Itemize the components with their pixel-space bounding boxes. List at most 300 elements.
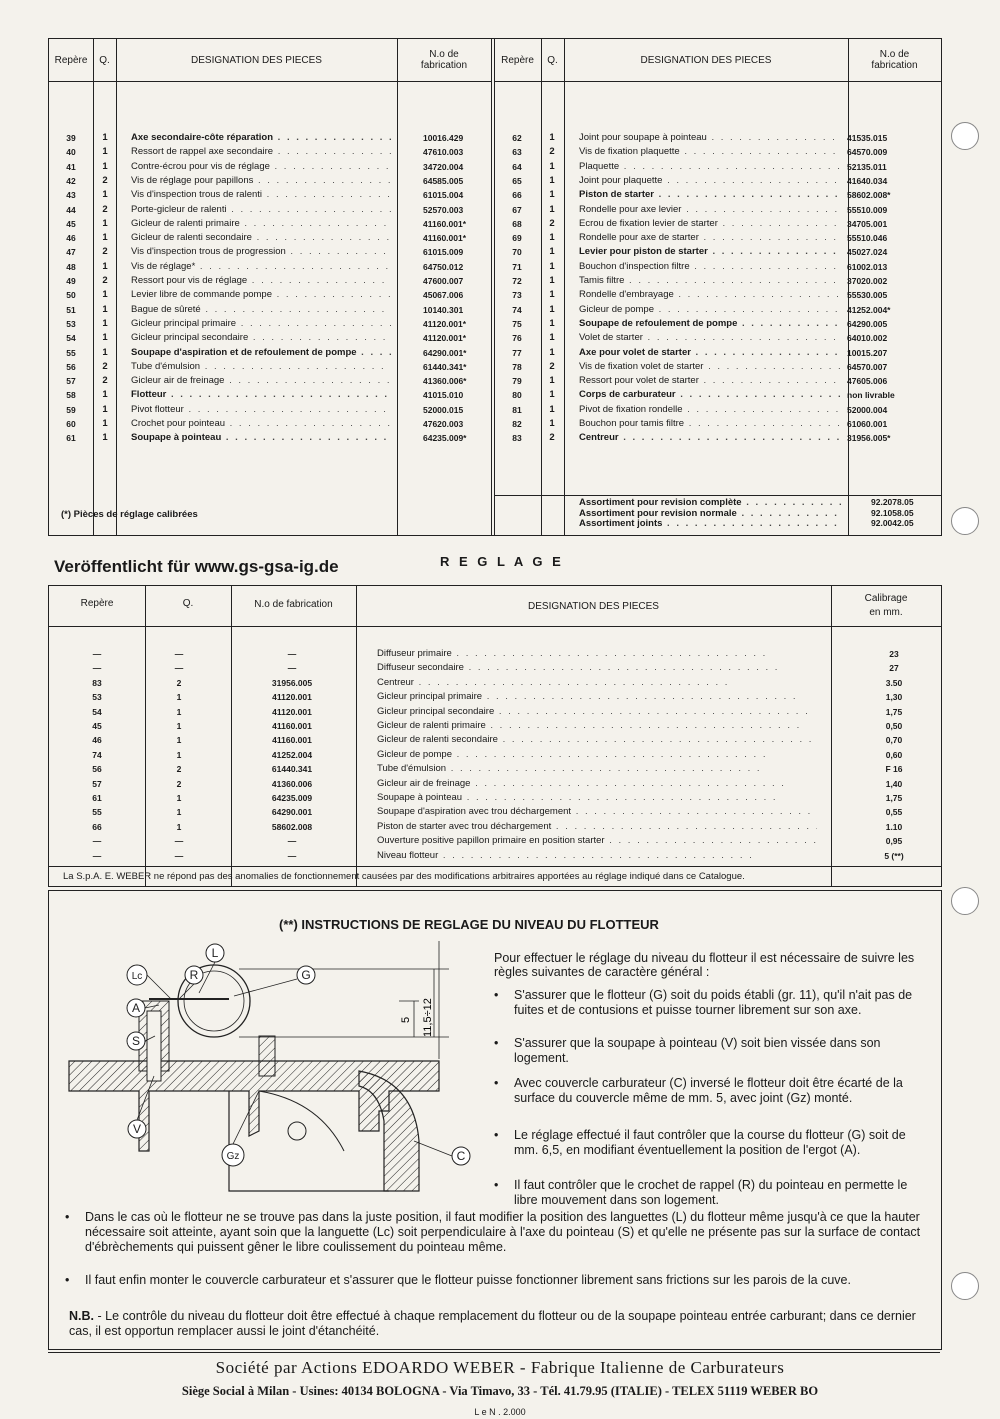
qty-cell: 2 [549,432,555,444]
designation-cell: Porte-gicleur de ralenti . . . [131,203,391,217]
fabrication-cell: 34705.001 [847,218,888,229]
reg-calibrage-cell: F 16 [885,764,903,775]
reglage-row [49,762,941,776]
bullet-dot: • [494,1076,499,1090]
reg-fab-cell: 41160.001 [272,721,312,731]
label-Gz: Gz [226,1151,240,1162]
reg-designation-cell: Gicleur de ralenti primaire . . . [377,719,817,733]
instruction-bullet [494,1128,924,1158]
repere-cell: 78 [512,361,522,372]
label-L: L [211,946,219,960]
reg-repere-cell: — [92,836,102,847]
designation-cell: Pivot flotteur . . . [131,403,391,417]
designation-cell: Gicleur air de freinage . . . [131,374,391,388]
reglage-row [49,647,941,661]
repere-cell: 43 [66,190,76,201]
qty-cell: 1 [549,289,555,301]
reg-repere-cell: 66 [92,821,102,832]
designation-cell: Axe pour volet de starter . . . [579,346,841,360]
qty-cell: 2 [102,360,108,372]
bullet-text: Dans le cas où le flotteur ne se trouve pas dans la juste position, il faut modifier la position des languettes (L) du flotteur même jusqu'à ce que la hauter nécessaire soit atteinte, ayant soin que la languette (Lc) soit perpendiculaire à l'axe du pointeau (S) et qu'elle ne présente pas sur la surface de contact d'ébrèchements qui puissent gêner le libre coulissement du pointeau même. [85,1210,921,1254]
repere-cell: 81 [512,404,522,415]
designation-cell: Ressort pour volet de starter . . . [579,374,841,388]
designation-cell: Gicleur de pompe . . . [579,303,841,317]
reg-repere-cell: 83 [92,677,102,688]
parts-row [49,160,941,174]
designation-cell: Vis de réglage pour papillons . . . [131,174,391,188]
label-C: C [456,1149,466,1163]
instruction-bullet [494,1036,924,1066]
reg-designation-cell: Gicleur de pompe . . . [377,748,817,762]
qty-cell: 1 [549,189,555,201]
fabrication-cell: 64570.009 [847,147,888,158]
fabrication-cell: 41120.001* [423,318,467,329]
fabrication-cell: 10016.429 [423,133,464,143]
parts-row [49,331,941,345]
fabrication-cell: 41015.010 [423,390,464,401]
reglage-table [48,585,942,887]
qty-cell: 1 [102,260,108,272]
reg-repere-cell: 53 [92,692,102,703]
header-fabrication-2: N.o de fabrication [848,39,941,82]
reg-calibrage-cell: 0,50 [885,721,903,731]
instruction-wide-bullet [65,1273,925,1288]
qty-cell: 1 [102,403,108,415]
fabrication-cell: 31956.005* [847,433,891,444]
designation-cell: Gicleur de ralenti secondaire . . . [131,231,391,245]
reg-repere-cell: 57 [92,778,102,789]
reg-qty-cell: 1 [176,821,182,832]
designation-cell: Soupape de refoulement de pompe . . . [579,317,841,331]
fabrication-cell: 55510.009 [847,204,888,215]
parts-row [49,346,941,360]
repere-cell: 65 [512,175,522,186]
designation-cell: Vis d'inspection trous de progression . . . [131,245,391,259]
bullet-dot: • [494,1128,499,1142]
parts-row [49,288,941,302]
reg-qty-cell: 2 [176,764,182,775]
fabrication-cell: 47605.006 [847,376,888,387]
binder-hole [951,887,979,915]
qty-cell: 1 [102,389,108,401]
instruction-bullet [494,1076,924,1106]
reglage-row [49,805,941,819]
repere-cell: 51 [66,304,76,315]
qty-cell: 2 [102,203,108,215]
reg-header-repere: Repère [80,598,114,609]
repere-cell: 46 [66,233,76,244]
repere-cell: 45 [66,218,76,229]
reg-header-designation: DESIGNATION DES PIECES [528,601,659,612]
fabrication-cell: 41120.001* [423,333,467,344]
bullet-dot: • [494,988,499,1002]
designation-cell: Crochet pour pointeau . . . [131,417,391,431]
assortment-row [49,497,941,508]
qty-cell: 1 [549,174,555,186]
qty-cell: 1 [549,346,555,358]
repere-cell: 59 [66,404,76,415]
reglage-row [49,820,941,834]
designation-cell: Tube d'émulsion . . . [131,360,391,374]
designation-cell: Tamis filtre . . . [579,274,841,288]
repere-cell: 82 [512,419,522,429]
designation-cell: Plaquette . . . [579,160,841,174]
designation-cell: Contre-écrou pour vis de réglage . . . [131,160,391,174]
repere-cell: 72 [512,276,522,286]
reg-header-fab: N.o de fabrication [254,599,333,610]
assortment-code: 92.0042.05 [871,518,914,528]
designation-cell: Joint pour plaquette . . . [579,174,841,188]
reg-qty-cell: 1 [176,706,182,717]
fabrication-cell: 61440.341* [423,361,467,372]
designation-cell: Gicleur de ralenti primaire . . . [131,217,391,231]
fabrication-cell: 45067.006 [423,290,464,301]
designation-cell: Rondelle pour axe levier . . . [579,203,841,217]
footnote: (*) Pièces de réglage calibrées [61,509,198,520]
reg-calibrage-cell: 1,40 [885,778,903,789]
reglage-row [49,719,941,733]
reglage-row [49,777,941,791]
fabrication-cell: non livrable [847,390,895,401]
dim-115-label: 11,5÷12 [422,998,434,1037]
qty-cell: 1 [102,189,108,201]
reg-repere-cell: 61 [92,793,102,803]
qty-cell: 1 [102,289,108,301]
repere-cell: 42 [66,175,76,186]
qty-cell: 1 [549,232,555,244]
qty-cell: 1 [102,217,108,229]
qty-cell: 2 [102,246,108,258]
qty-cell: 1 [549,389,555,401]
reg-repere-cell: — [92,663,102,674]
fabrication-cell: 61015.009 [423,247,464,258]
label-G: G [301,968,311,982]
designation-cell: Soupape d'aspiration et de refoulement de pompe . . . [131,346,391,360]
parts-row [49,174,941,188]
label-S: S [131,1034,141,1048]
reg-fab-cell: — [287,836,297,847]
header-designation-2: DESIGNATION DES PIECES [564,39,848,82]
qty-cell: 1 [549,132,555,143]
designation-cell: Vis de réglage* . . . [131,260,391,274]
fabrication-cell: 41252.004* [847,304,891,315]
instructions-box [48,890,942,1350]
qty-cell: 2 [102,275,108,286]
designation-cell: Bague de sûreté . . . [131,303,391,317]
fabrication-cell: 64235.009* [423,433,467,444]
qty-cell: 1 [102,418,108,429]
fabrication-cell: 64290.001* [423,347,467,358]
qty-cell: 1 [102,232,108,244]
qty-cell: 1 [102,432,108,444]
label-A: A [131,1001,141,1015]
fabrication-cell: 41640.034 [847,175,888,186]
reg-repere-cell: 55 [92,807,102,818]
qty-cell: 1 [549,260,555,272]
instruction-wide-bullet [65,1210,925,1255]
reg-calibrage-cell: 1,30 [885,692,903,703]
repere-cell: 57 [66,376,76,387]
reglage-row [49,705,941,719]
label-Lc: Lc [131,971,143,982]
fabrication-cell: 55510.046 [847,233,888,244]
fabrication-cell: 58602.008* [847,190,891,201]
qty-cell: 1 [102,303,108,315]
reglage-row [49,676,941,690]
reg-repere-cell: — [92,649,102,659]
qty-cell: 1 [549,275,555,286]
reg-calibrage-cell: 1.10 [885,821,903,832]
reglage-row [49,733,941,747]
fabrication-cell: 52135.011 [847,161,887,172]
repere-cell: 60 [66,419,76,429]
fabrication-cell: 47600.007 [423,276,464,286]
assortment-label: Assortiment pour revision complète . . . [579,497,841,508]
fabrication-cell: 41160.001* [423,218,467,229]
assortment-code: 92.2078.05 [871,497,914,507]
header-fabrication: N.o de fabrication [397,39,491,82]
reg-calibrage-cell: 23 [889,649,899,659]
reg-header-q: Q. [182,598,194,609]
designation-cell: Vis de fixation volet de starter . . . [579,360,841,374]
qty-cell: 1 [102,132,108,143]
repere-cell: 68 [512,218,522,229]
binder-hole [951,122,979,150]
reg-qty-cell: 1 [176,807,182,818]
parts-table [48,38,942,536]
reg-calibrage-cell: 27 [889,663,899,674]
bullet-text: Avec couvercle carburateur (C) inversé le flotteur doit être écarté de la surface du couvercle même de mm. 5, avec joint (Gz) monté. [514,1076,903,1105]
repere-cell: 49 [66,276,76,286]
repere-cell: 69 [512,233,522,244]
reg-designation-cell: Diffuseur primaire . . . [377,647,817,661]
reg-header-calibrage: Calibrage en mm. [864,593,908,618]
assortment-label: Assortiment joints . . . [579,518,841,529]
reglage-row [49,791,941,805]
repere-cell: 76 [512,333,522,344]
designation-cell: Vis d'inspection trous de ralenti . . . [131,188,391,202]
fabrication-cell: 47610.003 [423,147,464,158]
designation-cell: Flotteur . . . [131,388,391,402]
fabrication-cell: 41360.006* [423,376,467,387]
fabrication-cell: 64750.012 [423,261,464,272]
label-V: V [132,1122,142,1136]
designation-cell: Pivot de fixation rondelle . . . [579,403,841,417]
qty-cell: 1 [549,246,555,258]
reglage-row [49,690,941,704]
reglage-title: R E G L A G E [440,554,564,569]
fabrication-cell: 61060.001 [847,419,888,429]
footer-address: Siège Social à Milan - Usines: 40134 BOLOGNA - Via Timavo, 33 - Tél. 41.79.95 (ITALIE) - TELEX 51119 WEBER BO [181,1384,819,1398]
designation-cell: Rondelle d'embrayage . . . [579,288,841,302]
fabrication-cell: 34720.004 [423,161,464,172]
qty-cell: 1 [102,332,108,344]
repere-cell: 54 [66,333,76,344]
designation-cell: Gicleur principal secondaire . . . [131,331,391,345]
designation-cell: Piston de starter . . . [579,188,841,202]
qty-cell: 1 [102,346,108,358]
parts-row [49,417,941,431]
fabrication-cell: 52000.004 [847,404,888,415]
reg-calibrage-cell: 3.50 [885,677,903,688]
qty-cell: 2 [102,174,108,186]
qty-cell: 1 [549,403,555,415]
binder-hole [951,507,979,535]
bullet-text: S'assurer que le flotteur (G) soit du poids établi (gr. 11), qu'il n'ait pas de fuites et de contusions et puisse tourner librement sur son axe. [514,988,913,1017]
parts-row [49,388,941,402]
repere-cell: 40 [66,147,76,158]
repere-cell: 77 [512,347,522,358]
qty-cell: 1 [549,332,555,344]
reg-qty-cell: 1 [176,735,182,746]
reg-repere-cell: 56 [92,764,102,775]
instruction-bullet [494,988,924,1018]
reg-designation-cell: Soupape à pointeau . . . [377,791,817,805]
reg-fab-cell: — [287,663,297,674]
repere-cell: 67 [512,204,522,215]
repere-cell: 80 [512,390,522,401]
reg-fab-cell: 41120.001 [272,706,312,717]
assortment-divider [494,495,941,496]
repere-cell: 50 [66,290,76,301]
designation-cell: Centreur . . . [579,431,841,445]
disclaimer: La S.p.A. E. WEBER ne répond pas des anomalies de fonctionnement causées par des modifications arbitraires apportées au réglage indiqué dans ce Catalogue. [63,871,745,882]
reg-designation-cell: Piston de starter avec trou déchargement . . . [377,820,817,834]
assortment-code: 92.1058.05 [871,507,914,518]
header-repere: Repère [49,39,93,82]
reglage-row [49,661,941,675]
reg-fab-cell: — [287,649,297,659]
repere-cell: 41 [66,161,76,172]
reg-repere-cell: 74 [92,749,102,760]
designation-cell: Ressort pour vis de réglage . . . [131,274,391,288]
reglage-row [49,849,941,863]
qty-cell: 1 [549,303,555,315]
repere-cell: 63 [512,147,522,158]
footer-company: Société par Actions EDOARDO WEBER - Fabrique Italienne de Carburateurs [215,1358,785,1377]
designation-cell: Ecrou de fixation levier de starter . . . [579,217,841,231]
reg-calibrage-cell: 5 (**) [884,850,904,861]
qty-cell: 2 [102,375,108,387]
designation-cell: Vis de fixation plaquette . . . [579,145,841,159]
nb-note: N.B. - Le contrôle du niveau du flotteur doit être effectué à chaque remplacement du flotteur ou de la soupape pointeau entrée carburant; dans ce dernier cas, il est opportun remplacer aussi le joint d'étanchéité. [69,1309,916,1338]
fabrication-cell: 52000.015 [423,404,464,415]
instruction-bullet [494,1178,924,1208]
reg-fab-cell: 41120.001 [272,692,312,703]
reg-calibrage-cell: 1,75 [885,793,903,803]
designation-cell: Bouchon pour tamis filtre . . . [579,417,841,431]
reg-designation-cell: Gicleur de ralenti secondaire . . . [377,733,817,747]
fabrication-cell: 41160.001* [423,233,467,244]
qty-cell: 1 [549,160,555,172]
parts-row [49,303,941,317]
reg-designation-cell: Centreur . . . [377,676,817,690]
reg-qty-cell: 2 [176,778,182,789]
repere-cell: 70 [512,247,522,258]
reg-designation-cell: Diffuseur secondaire . . . [377,661,817,675]
qty-cell: 1 [549,418,555,429]
parts-row [49,360,941,374]
instructions-intro: Pour effectuer le réglage du niveau du flotteur il est nécessaire de suivre les règles suivantes de caractère général : [494,951,915,979]
footer-code: L e N . 2.000 [474,1407,526,1417]
reg-fab-cell: 41252.004 [271,749,313,760]
reg-fab-cell: 41160.001 [272,735,312,746]
repere-cell: 55 [66,347,76,358]
designation-cell: Ressort de rappel axe secondaire . . . [131,145,391,159]
fabrication-cell: 64010.002 [847,333,888,344]
reg-designation-cell: Ouverture positive papillon primaire en position starter . . . [377,834,817,848]
fabrication-cell: 64290.005 [847,318,888,329]
designation-cell: Rondelle pour axe de starter . . . [579,231,841,245]
header-designation: DESIGNATION DES PIECES [116,39,397,82]
reg-repere-cell: — [92,850,102,861]
repere-cell: 62 [512,133,522,143]
bullet-text: Le réglage effectué il faut contrôler que la course du flotteur (G) soit de mm. 6,5, en modifiant éventuellement la position de l'ergot (A). [514,1128,906,1157]
reg-designation-cell: Gicleur principal secondaire . . . [377,705,817,719]
reg-fab-cell: 64290.001 [271,807,313,818]
repere-cell: 79 [512,376,522,387]
bullet-dot: • [494,1178,499,1192]
reg-repere-cell: 46 [92,735,102,746]
fabrication-cell: 45027.024 [847,247,888,258]
reg-qty-cell: 1 [176,793,182,803]
reg-calibrage-cell: 1,75 [885,706,903,717]
repere-cell: 48 [66,261,76,272]
fabrication-cell: 55530.005 [847,290,888,301]
reg-designation-cell: Tube d'émulsion . . . [377,762,817,776]
parts-row [49,260,941,274]
header-q-2: Q. [541,39,564,82]
reg-repere-cell: 45 [92,721,102,731]
qty-cell: 2 [549,146,555,158]
bullet-text: Il faut contrôler que le crochet de rappel (R) du pointeau en permette le libre mouvement dans son logement. [514,1178,908,1207]
reg-repere-cell: 54 [92,706,102,717]
fabrication-cell: 52570.003 [423,204,464,215]
float-level-diagram [59,941,479,1211]
reg-calibrage-cell: 0,95 [885,836,903,847]
fabrication-cell: 47620.003 [423,419,464,429]
qty-cell: 1 [549,375,555,387]
reg-fab-cell: — [287,850,297,861]
reg-designation-cell: Gicleur air de freinage . . . [377,777,817,791]
fabrication-cell: 61015.004 [423,190,464,201]
bullet-dot: • [65,1273,70,1287]
parts-row [49,317,941,331]
fabrication-cell: 64585.005 [423,175,464,186]
reg-qty-cell: — [174,850,184,861]
fabrication-cell: 10140.301 [423,304,464,315]
reg-qty-cell: — [174,649,184,659]
parts-row [49,203,941,217]
repere-cell: 71 [512,261,522,272]
published-note: Veröffentlicht für www.gs-gsa-ig.de [54,557,339,576]
bullet-text: S'assurer que la soupape à pointeau (V) soit bien vissée dans son logement. [514,1036,881,1065]
reg-fab-cell: 61440.341 [271,764,313,775]
reg-designation-cell: Niveau flotteur . . . [377,849,817,863]
designation-cell: Levier libre de commande pompe . . . [131,288,391,302]
reg-fab-cell: 41360.006 [271,778,313,789]
reg-qty-cell: 1 [176,692,182,703]
reg-calibrage-cell: 0,60 [885,749,903,760]
reg-designation-cell: Soupape d'aspiration avec trou déchargement . . . [377,805,817,819]
repere-cell: 75 [512,318,522,329]
repere-cell: 83 [512,433,522,444]
repere-cell: 61 [66,433,76,444]
repere-cell: 53 [66,318,76,329]
parts-row [49,231,941,245]
header-repere-2: Repère [494,39,541,82]
assortment-label: Assortiment pour revision normale . . . [579,508,841,519]
